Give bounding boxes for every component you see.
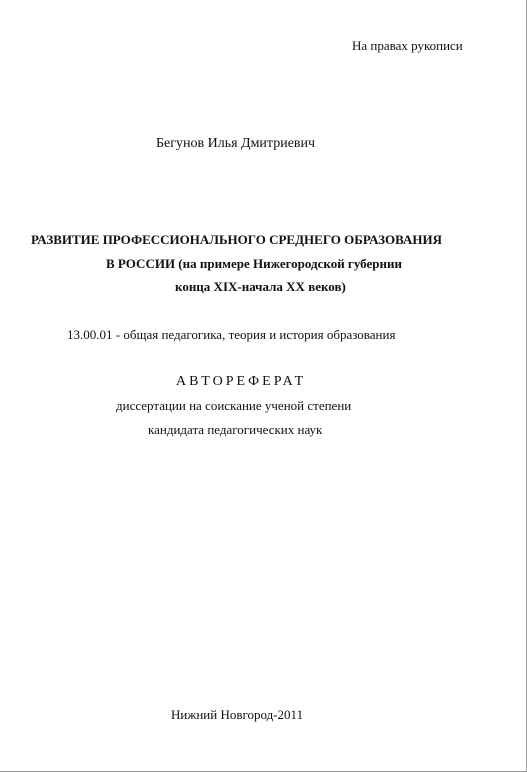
place-and-year: Нижний Новгород-2011 [171, 707, 304, 722]
purpose-line-1: диссертации на соискание ученой степени [116, 398, 352, 413]
author-name: Бегунов Илья Дмитриевич [156, 136, 316, 151]
title-line-2: В РОССИИ (на примере Нижегородской губернии [106, 256, 402, 271]
title-line-1: РАЗВИТИЕ ПРОФЕССИОНАЛЬНОГО СРЕДНЕГО ОБРАЗОВАНИЯ [31, 232, 442, 247]
title-line-3: конца XIX-начала XX веков) [175, 279, 346, 294]
manuscript-notice: На правах рукописи [352, 38, 463, 53]
specialty-code: 13.00.01 - общая педагогика, теория и история образования [67, 327, 396, 342]
document-type: АВТОРЕФЕРАТ [176, 374, 307, 389]
purpose-line-2: кандидата педагогических наук [148, 422, 323, 437]
